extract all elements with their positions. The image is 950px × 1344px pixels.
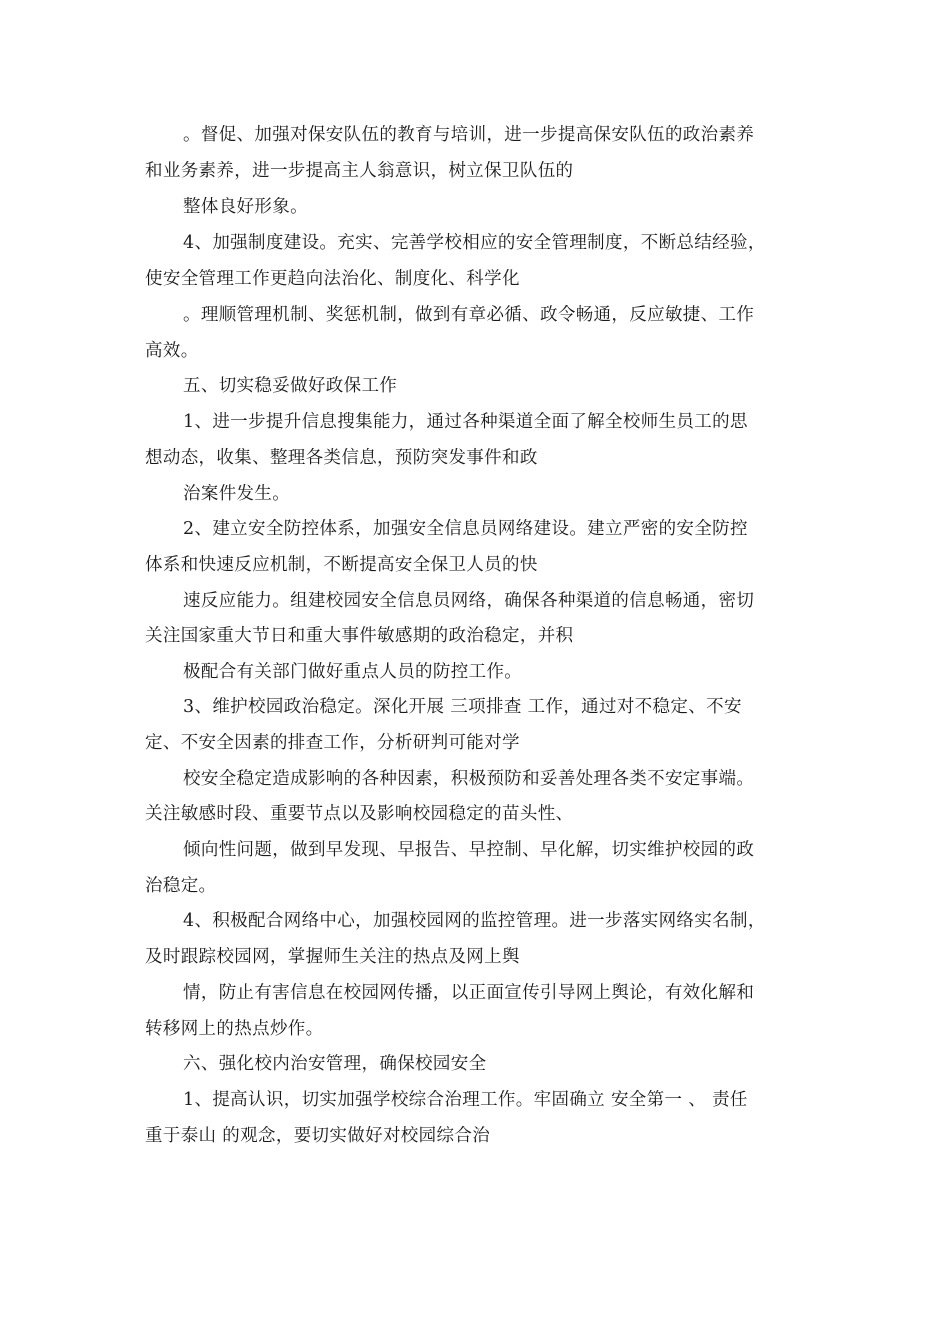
text-line: 。理顺管理机制、奖惩机制，做到有章必循、政令畅通，反应敏捷、工作 [183,305,755,325]
text-line: 及时跟踪校园网，掌握师生关注的热点及网上舆 [145,947,520,967]
text-line: 情，防止有害信息在校园网传播，以正面宣传引导网上舆论，有效化解和 [183,983,755,1003]
text-line: 速反应能力。组建校园安全信息员网络，确保各种渠道的信息畅通，密切 [183,591,755,611]
text-line: 极配合有关部门做好重点人员的防控工作。 [183,662,523,682]
text-line: 重于泰山 的观念，要切实做好对校园综合治 [145,1126,491,1146]
text-line: 倾向性问题，做到早发现、早报告、早控制、早化解，切实维护校园的政 [183,840,755,860]
text-line: 关注国家重大节日和重大事件敏感期的政治稳定，并积 [145,626,574,646]
text-line: 使安全管理工作更趋向法治化、制度化、科学化 [145,269,520,289]
text-line: 4、积极配合网络中心，加强校园网的监控管理。进一步落实网络实名制， [183,911,766,931]
text-line: 体系和快速反应机制，不断提高安全保卫人员的快 [145,555,538,575]
text-line: 和业务素养，进一步提高主人翁意识，树立保卫队伍的 [145,161,574,181]
text-line: 高效。 [145,341,199,361]
text-line: 治稳定。 [145,876,217,896]
text-line: 校安全稳定造成影响的各种因素，积极预防和妥善处理各类不安定事端。 [183,769,755,789]
text-line: 整体良好形象。 [183,197,308,217]
text-line: 转移网上的热点炒作。 [145,1019,324,1039]
text-line: 关注敏感时段、重要节点以及影响校园稳定的苗头性、 [145,804,574,824]
text-line: 1、提高认识，切实加强学校综合治理工作。牢固确立 安全第一 、 责任 [183,1090,748,1110]
text-line: 2、建立安全防控体系，加强安全信息员网络建设。建立严密的安全防控 [183,519,748,539]
text-line: 1、进一步提升信息搜集能力，通过各种渠道全面了解全校师生员工的思 [183,412,748,432]
text-line: 。督促、加强对保安队伍的教育与培训，进一步提高保安队伍的政治素养 [183,125,755,145]
text-line: 3、维护校园政治稳定。深化开展 三项排查 工作，通过对不稳定、不安 [183,697,742,717]
text-line: 治案件发生。 [183,484,291,504]
text-line: 想动态，收集、整理各类信息，预防突发事件和政 [145,448,538,468]
section-heading: 五、切实稳妥做好政保工作 [183,376,398,396]
text-line: 4、加强制度建设。充实、完善学校相应的安全管理制度，不断总结经验， [183,233,766,253]
section-heading: 六、强化校内治安管理，确保校园安全 [183,1054,487,1074]
text-line: 定、不安全因素的排查工作，分析研判可能对学 [145,733,520,753]
